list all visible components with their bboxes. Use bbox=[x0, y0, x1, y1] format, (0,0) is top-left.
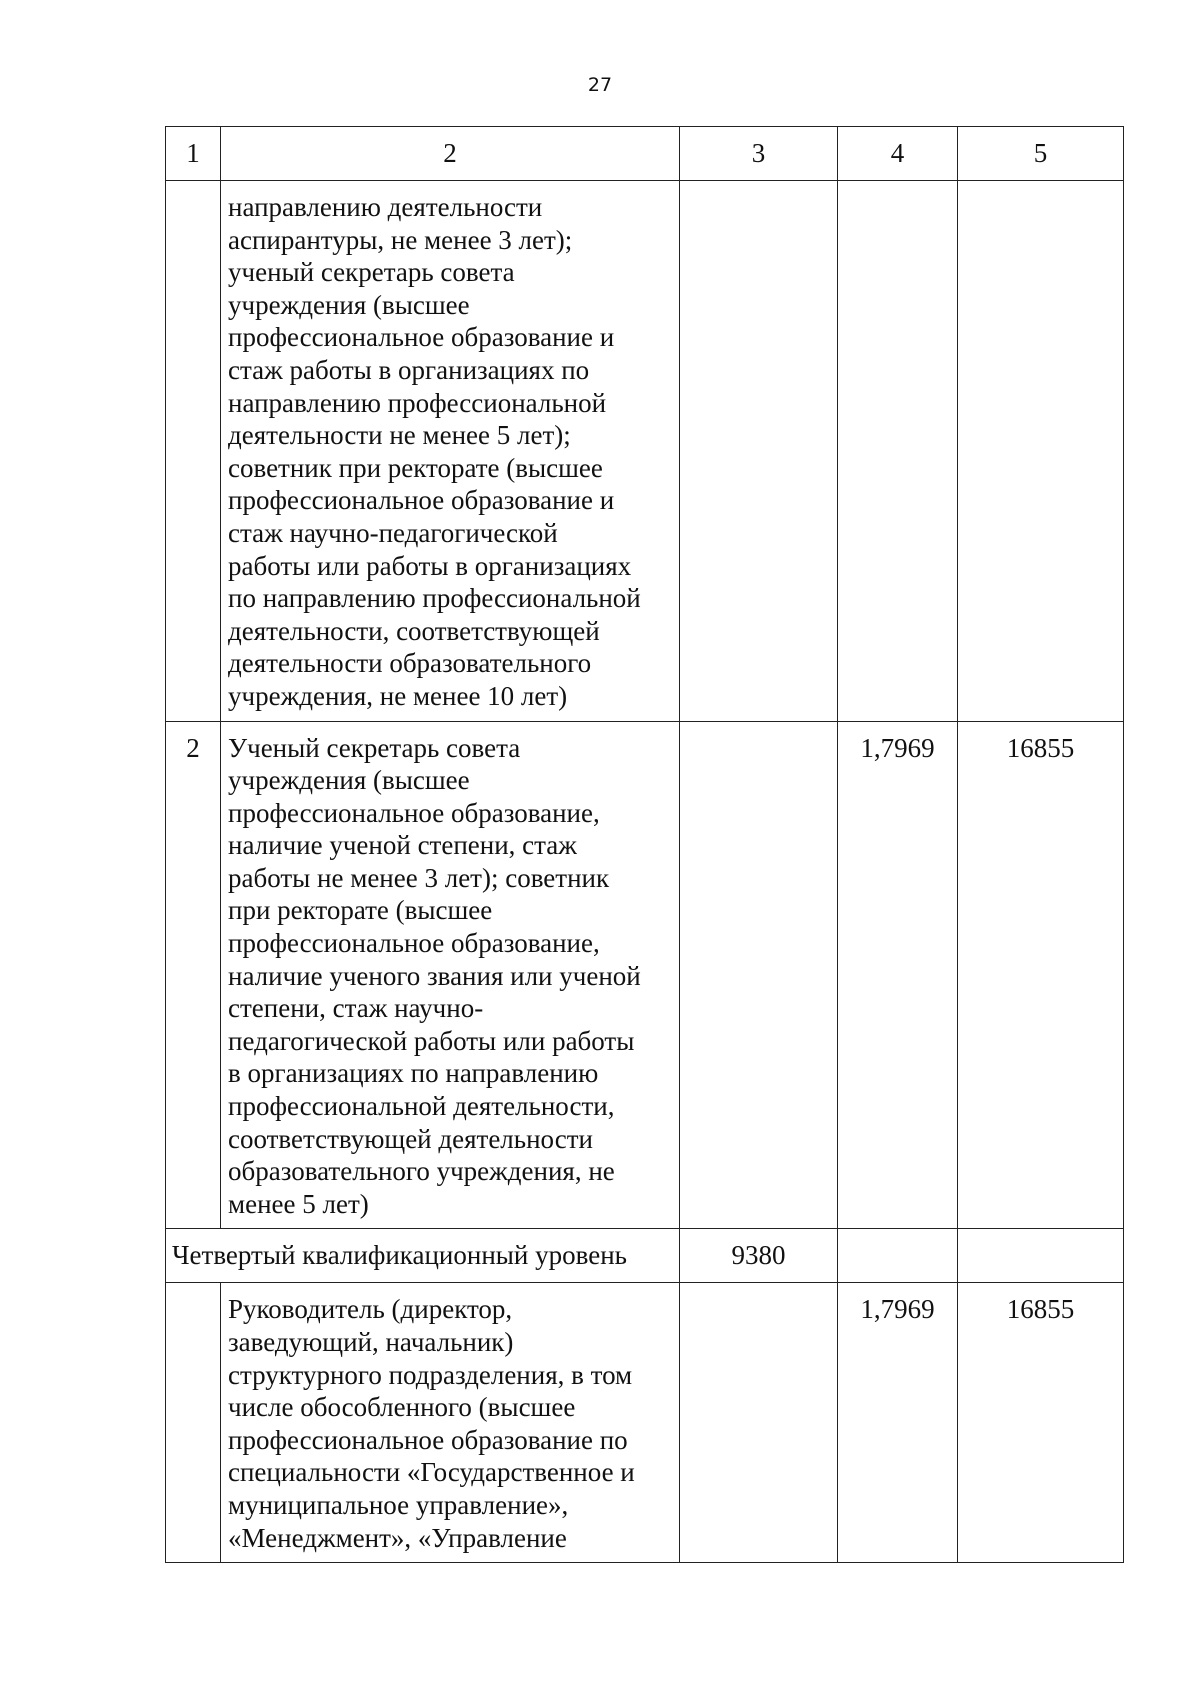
text-line: профессиональное образование по bbox=[228, 1424, 628, 1455]
text-line: по направлению профессиональной bbox=[228, 583, 641, 614]
salary-cell bbox=[958, 1229, 1124, 1283]
text-line: соответствующей деятельности bbox=[228, 1123, 593, 1154]
text-line: заведующий, начальник) bbox=[228, 1327, 514, 1357]
text-line: профессиональное образование, bbox=[228, 797, 600, 828]
coefficient-cell: 1,7969 bbox=[838, 1283, 958, 1563]
text-line: стаж научно-педагогической bbox=[228, 517, 558, 548]
text-line: наличие ученой степени, стаж bbox=[228, 830, 577, 861]
text-line: образовательного учреждения, не bbox=[228, 1156, 615, 1187]
text-line: деятельности, соответствующей bbox=[228, 615, 600, 646]
header-cell: 5 bbox=[958, 127, 1124, 181]
text-line: советник при ректорате (высшее bbox=[228, 452, 603, 483]
table-header-row bbox=[166, 127, 1124, 181]
header-cell: 4 bbox=[838, 127, 958, 181]
salary-cell bbox=[958, 181, 1124, 722]
text-line: направлению профессиональной bbox=[228, 387, 607, 418]
row-number-cell bbox=[166, 1283, 221, 1563]
text-line: работы не менее 3 лет); советник bbox=[228, 862, 610, 893]
text-line: деятельности не менее 5 лет); bbox=[228, 420, 571, 451]
text-line: специальности «Государственное и bbox=[228, 1457, 635, 1488]
position-description-cell bbox=[221, 721, 680, 1229]
text-line: числе обособленного (высшее bbox=[228, 1392, 576, 1423]
text-line: учреждения (высшее bbox=[228, 289, 470, 320]
text-line: менее 5 лет) bbox=[228, 1188, 369, 1219]
text-line: Ученый секретарь совета bbox=[228, 732, 521, 763]
text-line: стаж работы в организациях по bbox=[228, 354, 590, 385]
text-line: направлению деятельности bbox=[228, 192, 543, 222]
position-description-cell bbox=[221, 1283, 680, 1563]
text-line: ученый секретарь совета bbox=[228, 257, 515, 288]
page-number: 27 bbox=[587, 74, 613, 96]
base-salary-cell: 9380 bbox=[680, 1229, 838, 1283]
text-line: при ректорате (высшее bbox=[228, 895, 493, 926]
text-line: структурного подразделения, в том bbox=[228, 1359, 633, 1390]
text-line: профессиональное образование, bbox=[228, 928, 600, 959]
row-number-cell: 2 bbox=[166, 721, 221, 1229]
coefficient-cell bbox=[838, 181, 958, 722]
qualification-level-label: Четвертый квалификационный уровень bbox=[166, 1229, 680, 1283]
text-line: работы или работы в организациях bbox=[228, 550, 632, 581]
text-line: муниципальное управление», bbox=[228, 1489, 569, 1520]
base-salary-cell bbox=[680, 181, 838, 722]
header-cell: 2 bbox=[221, 127, 680, 181]
qualification-level-row bbox=[166, 1229, 1124, 1283]
text-line: профессиональной деятельности, bbox=[228, 1091, 615, 1122]
salary-cell: 16855 bbox=[958, 721, 1124, 1229]
text-line: Руководитель (директор, bbox=[228, 1294, 513, 1325]
text-line: профессиональное образование и bbox=[228, 322, 615, 353]
text-line: деятельности образовательного bbox=[228, 648, 592, 679]
text-line: наличие ученого звания или ученой bbox=[228, 960, 641, 991]
row-number-cell bbox=[166, 181, 221, 722]
text-line: в организациях по направлению bbox=[228, 1058, 599, 1089]
header-cell: 1 bbox=[166, 127, 221, 181]
base-salary-cell bbox=[680, 721, 838, 1229]
text-line: степени, стаж научно- bbox=[228, 993, 484, 1024]
text-line: аспирантуры, не менее 3 лет); bbox=[228, 224, 573, 255]
coefficient-cell bbox=[838, 1229, 958, 1283]
salary-table bbox=[165, 126, 1124, 1563]
position-description-cell bbox=[221, 181, 680, 722]
base-salary-cell bbox=[680, 1283, 838, 1563]
table-row bbox=[166, 721, 1124, 1229]
header-cell: 3 bbox=[680, 127, 838, 181]
table-row bbox=[166, 181, 1124, 722]
coefficient-cell: 1,7969 bbox=[838, 721, 958, 1229]
text-line: учреждения, не менее 10 лет) bbox=[228, 680, 568, 711]
text-line: профессиональное образование и bbox=[228, 485, 615, 516]
text-line: педагогической работы или работы bbox=[228, 1025, 635, 1056]
salary-cell: 16855 bbox=[958, 1283, 1124, 1563]
table-row bbox=[166, 1283, 1124, 1563]
text-line: «Менеджмент», «Управление bbox=[228, 1522, 567, 1553]
text-line: учреждения (высшее bbox=[228, 765, 470, 796]
